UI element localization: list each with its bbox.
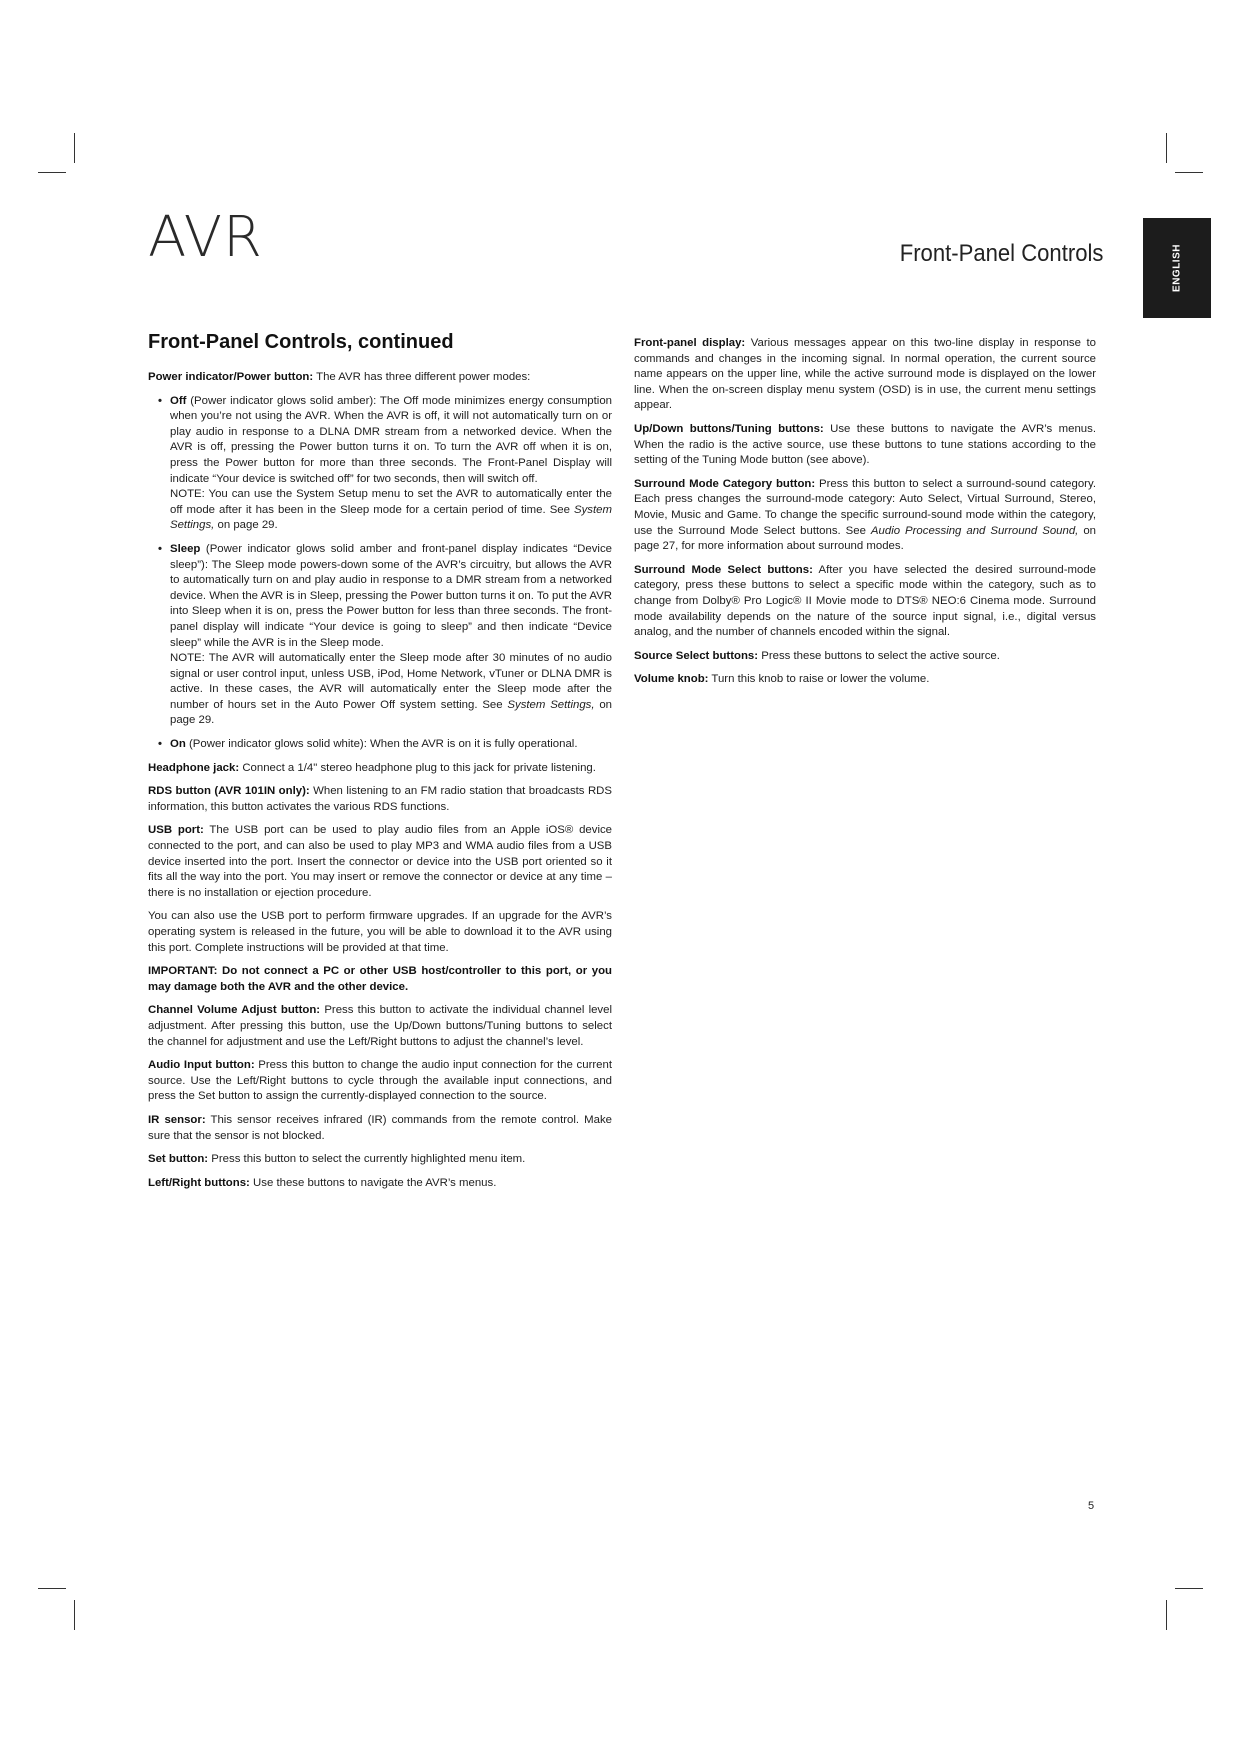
list-item-sleep — [148, 542, 612, 729]
section-title: Front-Panel Controls — [899, 240, 1103, 267]
sleep-note-page: on page 29. — [170, 698, 613, 727]
volume-text: Turn this knob to raise or lower the volume. — [708, 673, 930, 686]
surround-category-paragraph — [634, 477, 1096, 555]
crop-mark — [74, 133, 75, 163]
rds-label: RDS button (AVR 101IN only): — [148, 785, 310, 798]
list-item-off — [148, 394, 612, 534]
usb-firmware-paragraph: You can also use the USB port to perform firmware upgrades. If an upgrade for the AVR’s operating system is released in the future, you will be able to download it to the AVR using this port. Complete instructions will be provided at that time. — [148, 910, 612, 954]
on-label: On — [170, 738, 186, 751]
source-select-paragraph — [634, 649, 1096, 665]
off-note-link: System Settings, — [170, 503, 612, 532]
surround-category-label: Surround Mode Category button: — [634, 477, 816, 490]
language-tab-label: ENGLISH — [1171, 244, 1183, 292]
rds-paragraph — [148, 784, 612, 815]
on-text: (Power indicator glows solid white): When the AVR is on it is fully operational. — [185, 738, 578, 751]
set-button-text: Press this button to select the currently highlighted menu item. — [208, 1153, 526, 1166]
source-select-text: Press these buttons to select the active source. — [758, 649, 1000, 662]
sleep-note-text: NOTE: The AVR will automatically enter the Sleep mode after 30 minutes of no audio signal or user control input, unless USB, iPod, Home Network, vTuner or DLNA DMR is active. In these cases, the AVR will automatically enter the Sleep mode after the number of hours set in the Auto Power Off system setting. See — [170, 652, 612, 711]
updown-paragraph — [634, 422, 1096, 469]
sleep-note — [170, 651, 612, 729]
surround-category-page: on page 27, for more information about surround modes. — [634, 524, 1096, 553]
channel-volume-text: Press this button to activate the individual channel level adjustment. After pressing this button, use the Up/Down buttons/Tuning buttons to select the channel for adjustment and use the Left/Right buttons to adjust the channel’s level. — [148, 1004, 612, 1048]
surround-category-link: Audio Processing and Surround Sound, — [870, 524, 1079, 537]
ir-sensor-label: IR sensor: — [148, 1113, 206, 1126]
list-item-on — [148, 737, 612, 753]
audio-input-paragraph — [148, 1058, 612, 1105]
crop-mark — [74, 1600, 75, 1630]
sleep-text: (Power indicator glows solid amber and front-panel display indicates “Device sleep”): The Sleep mode powers-down some of the AVR’s circuitry, but allows the AVR to automatically turn on and play audio in response to a DMR stream from a networked device. When the AVR is in Sleep, pressing the Power button turns it on. To put the AVR into Sleep when it is on, press the Power button for less than three seconds. The front-panel display will indicate “Your device is going to sleep” and then indicate “Device sleep” while the AVR is in the Sleep mode. — [170, 542, 612, 649]
headphone-paragraph — [148, 761, 612, 777]
surround-select-text: After you have selected the desired surround-mode category, press these buttons to select a specific mode within the category, such as to change from Dolby® Pro Logic® II Movie mode to DTS® NEO:6 Cinema mode. Surround mode availability depends on the nature of the source input signal, i.e., digital versus analog, and the number of channels encoded within the signal. — [634, 563, 1096, 639]
left-right-paragraph — [148, 1176, 612, 1192]
set-button-paragraph — [148, 1152, 612, 1168]
right-column — [634, 336, 1096, 696]
display-text: Various messages appear on this two-line display in response to commands and changes in the incoming signal. In normal operation, the current source name appears on the upper line, while the active surround mode is displayed on the lower line. When the on-screen display menu system (OSD) is in use, the current menu settings appear. — [634, 337, 1096, 412]
brand-logo: AVR — [148, 205, 263, 270]
power-paragraph — [148, 370, 612, 386]
channel-volume-paragraph — [148, 1003, 612, 1050]
volume-label: Volume knob: — [634, 673, 709, 686]
usb-important-text: IMPORTANT: Do not connect a PC or other USB host/controller to this port, or you may damage both the AVR and the other device. — [148, 965, 612, 993]
ir-sensor-text: This sensor receives infrared (IR) commands from the remote control. Make sure that the sensor is not blocked. — [148, 1113, 613, 1142]
channel-volume-label: Channel Volume Adjust button: — [148, 1004, 321, 1017]
off-text: (Power indicator glows solid amber): The Off mode minimizes energy consumption when you’re not using the AVR. When the AVR is off, it will not automatically turn on or play audio in response to a DLNA DMR stream from a networked device. When the AVR is off, pressing the Power button turns it on. To turn the AVR off when it is on, press the Power button for more than three seconds. The Front-Panel Display will indicate “Your device is switched off” for two seconds, then will switch off. — [170, 394, 612, 485]
source-select-label: Source Select buttons: — [634, 649, 759, 662]
sleep-label: Sleep — [170, 542, 201, 555]
display-paragraph — [634, 336, 1096, 414]
page-heading: Front-Panel Controls, continued — [148, 331, 454, 353]
usb-paragraph — [148, 823, 612, 901]
crop-mark — [38, 1588, 66, 1589]
surround-select-paragraph — [634, 563, 1096, 641]
off-note-text: NOTE: You can use the System Setup menu to set the AVR to automatically enter the off mode after it has been in the Sleep mode for a certain period of time. See — [170, 488, 612, 516]
left-column — [148, 330, 612, 1199]
set-button-label: Set button: — [148, 1153, 209, 1166]
power-label: Power indicator/Power button: — [148, 371, 314, 383]
usb-label: USB port: — [148, 824, 204, 837]
surround-category-text: Press this button to select a surround-sound category. Each press changes the surround-mode category: Auto Select, Virtual Surround, Stereo, Movie, Music and Game. To change the specific surround-sound mode within the category, use the Surround Mode Select buttons. See — [634, 477, 1096, 537]
updown-label: Up/Down buttons/Tuning buttons: — [634, 422, 824, 435]
crop-mark — [1175, 1588, 1203, 1589]
rds-text: When listening to an FM radio station that broadcasts RDS information, this button activates the various RDS functions. — [148, 785, 612, 813]
power-text: The AVR has three different power modes: — [313, 371, 531, 383]
page-number: 5 — [1088, 1500, 1095, 1512]
headphone-text: Connect a 1/4" stereo headphone plug to this jack for private listening. — [239, 761, 596, 774]
crop-mark — [1166, 133, 1167, 163]
ir-sensor-paragraph — [148, 1113, 612, 1144]
audio-input-text: Press this button to change the audio input connection for the current source. Use the Left/Right buttons to cycle through the available input connections, and press the Set button to assign the currently-displayed connection to the source. — [148, 1059, 612, 1103]
sleep-note-link: System Settings, — [507, 698, 595, 711]
off-note — [170, 487, 612, 534]
headphone-label: Headphone jack: — [148, 761, 240, 774]
crop-mark — [38, 172, 66, 173]
language-tab — [1143, 218, 1211, 318]
display-label: Front-panel display: — [634, 337, 746, 349]
power-modes-list — [148, 394, 612, 753]
left-right-label: Left/Right buttons: — [148, 1176, 250, 1189]
off-label: Off — [170, 394, 187, 407]
crop-mark — [1166, 1600, 1167, 1630]
audio-input-label: Audio Input button: — [148, 1059, 255, 1072]
surround-select-label: Surround Mode Select buttons: — [634, 563, 813, 576]
usb-text: The USB port can be used to play audio files from an Apple iOS® device connected to the port, and can also be used to play MP3 and WMA audio files from a USB device inserted into the port. Insert the connector or device into the USB port oriented so it fits all the way into the port. You may insert or remove the connector or device at any time – there is no installation or ejection procedure. — [148, 824, 612, 899]
off-note-page: on page 29. — [214, 519, 278, 532]
usb-important-paragraph — [148, 964, 612, 995]
crop-mark — [1175, 172, 1203, 173]
left-right-text: Use these buttons to navigate the AVR’s menus. — [249, 1176, 497, 1189]
volume-paragraph — [634, 672, 1096, 688]
updown-text: Use these buttons to navigate the AVR’s menus. When the radio is the active source, use these buttons to tune stations according to the setting of the Tuning Mode button (see above). — [634, 422, 1096, 467]
